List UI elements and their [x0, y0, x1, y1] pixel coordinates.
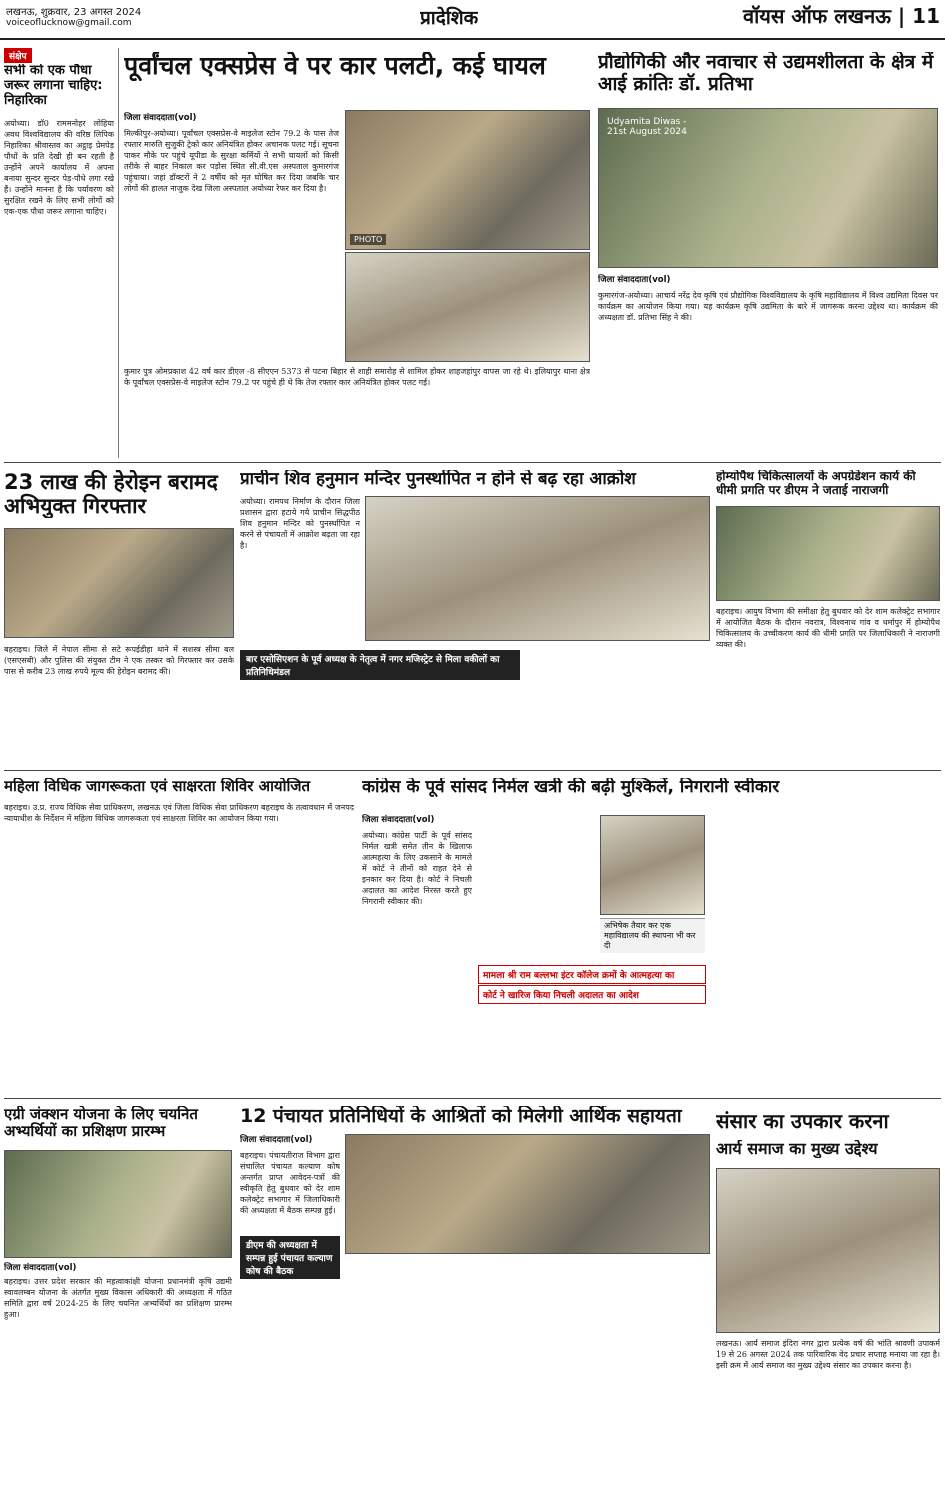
story7-body-2 [478, 1006, 938, 1092]
story8-body: बहराइच। उत्तर प्रदेश सरकार की महत्वाकांक्षी योजना प्रधानमंत्री कृषि उद्यमी स्वावलम्बन योजना के अंतर्गत मुख्य विकास अधिकारी की अध्यक्षता में गठित समिति द्वारा वर्ष 2024-25 के लिए चयनित अभ्यर्थियों का प्रशिक्षण प्रारम्भ हुआ। [4, 1277, 232, 1319]
story5-photo [716, 506, 940, 601]
sankshep-tag: संक्षेप [4, 48, 32, 63]
story1-headline: पूर्वांचल एक्सप्रेस वे पर कार पलटी, कई घायल [124, 52, 546, 80]
story7-byline: जिला संवाददाता(vol) [362, 815, 435, 825]
story4-headline: प्राचीन शिव हनुमान मन्दिर पुनर्स्थापित न होने से बढ़ रहा आक्रोश [240, 470, 636, 489]
story10-body: लखनऊ। आर्य समाज इंदिरा नगर द्वारा प्रत्येक वर्ष की भांति श्रावणी उपाकर्म 19 से 26 अगस्त 2024 तक पारिवारिक वेद प्रचार सप्ताह मनाया जा रहा है। इसी क्रम में आर्य समाज का मुख्य उद्देश्य संसार का उपकार करना है। [716, 1339, 940, 1370]
story2-body: कुमारगंज-अयोध्या। आचार्य नरेंद्र देव कृषि एवं प्रौद्योगिक विश्वविद्यालय के कृषि महाविद्यालय में विश्व उद्यमिता दिवस पर कार्यक्रम का आयोजन किया गया। यह कार्यक्रम कृषि उद्यमिता के बारे में जागरूक करना उद्देश्य था। कार्यक्रम की अध्यक्षता डॉ. प्रतिभा सिंह ने की। [598, 291, 938, 322]
column-divider [118, 48, 119, 458]
story4-subhead: बार एसोसिएशन के पूर्व अध्यक्ष के नेतृत्व में नगर मजिस्ट्रेट से मिला वकीलों का प्रतिनिधिमंडल [240, 650, 520, 680]
story10-headline2: आर्य समाज का मुख्य उद्देश्य [716, 1140, 878, 1158]
story8-photo [4, 1150, 232, 1258]
issue-date: लखनऊ, शुक्रवार, 23 अगस्त 2024 [6, 7, 142, 18]
story3-photo [4, 528, 234, 638]
story9-body: बहराइच। पंचायतीराज विभाग द्वारा संचालित पंचायत कल्याण कोष अन्तर्गत प्राप्त आवेदन-पत्रों की स्वीकृति हेतु बुधवार को देर शाम कलेक्ट्रेट सभागार में जिलाधिकारी की अध्यक्षता में बैठक सम्पन्न हुई। [240, 1151, 340, 1215]
story1-byline: जिला संवाददाता(vol) [124, 113, 197, 123]
story7-body: अयोध्या। कांग्रेस पार्टी के पूर्व सांसद निर्मल खत्री समेत तीन के खिलाफ आत्महत्या के लिए उकसाने के मामले में कोर्ट ने तीनों को राहत देने से इनकार कर दिया है। कोर्ट ने निचली अदालत का आदेश निरस्त करते हुए निगरानी स्वीकार की। [362, 831, 472, 906]
story10-headline1: संसार का उपकार करना [716, 1110, 889, 1133]
page-number: 11 [912, 4, 940, 28]
story7-box1: मामला श्री राम बल्लभा इंटर कॉलेज क्रमों के आत्महत्या का [478, 965, 706, 984]
section-title: प्रादेशिक [420, 7, 479, 29]
story7-caption: अभिषेक तैयार कर एक महाविद्यालय की स्थापना भी कर दी [600, 918, 705, 953]
story5-headline: होम्योपैथ चिकित्सालयों के अपग्रेडेशन कार्य की धीमी प्रगति पर डीएम ने जताई नाराजगी [716, 470, 916, 497]
story4-photo [365, 496, 710, 641]
newspaper-brand: वॉयस ऑफ लखनऊ | 11 [742, 4, 940, 28]
section-divider [4, 770, 941, 771]
story6-body: बहराइच। उ.प्र. राज्य विधिक सेवा प्राधिकरण, लखनऊ एवं जिला विधिक सेवा प्राधिकरण बहराइच के तत्वावधान में जनपद न्यायाधीश के निर्देशन में महिला विधिक जागरूकता एवं साक्षरता शिविर का आयोजन किया गया। [4, 803, 354, 823]
story9-headline: 12 पंचायत प्रतिनिधियों के आश्रितों को मिलेगी आर्थिक सहायता [240, 1106, 682, 1127]
story6-headline: महिला विधिक जागरूकता एवं साक्षरता शिविर आयोजित [4, 778, 311, 795]
event-banner: Udyamita Diwas - 21st August 2024 [607, 117, 687, 137]
story3-headline: 23 लाख की हेरोइन बरामद अभियुक्त गिरफ्तार [4, 470, 218, 519]
story1-caption: कुमार पुत्र ओमप्रकाश 42 वर्ष कार डीएल -8 सीएएन 5373 से पटना बिहार से शाही समारोह से शामिल होकर शाहजहांपुर वापस जा रहे थे। इलियापुर थाना क्षेत्र के पूर्वांचल एक्सप्रेस-वे माइलेज स्टोन 79.2 पर पहुंचे ही थे कि तेज रफ्तार कार अनियंत्रित होकर पलट गई। [124, 367, 590, 387]
story1-body: मिल्कीपुर-अयोध्या। पूर्वांचल एक्सप्रेस-वे माइलेज स्टोन 79.2 के पास तेज रफ्तार मारुति सुजुकी ट्रेको कार अनियंत्रित होकर अचानक पलट गई। सूचना पाकर मौके पर पहुंचे यूपीडा के सुरक्षा कर्मियों ने सभी घायलों को किसी तरीके से बाहर निकाल कर पड़ोस स्थित सी.वी.एस अस्पताल कुमारगंज पहुंचाया। जहां डॉक्टरों ने 2 वर्षीय को मृत घोषित कर दिया जबकि चार लोगों की हालत नाजुक देख जिला अस्पताल अयोध्या रेफर कर दिया है। [124, 129, 339, 193]
story10-photo [716, 1168, 940, 1333]
sankshep-headline: सभी को एक पौधा जरूर लगाना चाहिए: निहारिका [4, 64, 103, 108]
story8-headline: एग्री जंक्शन योजना के लिए चयनित अभ्यर्थियों का प्रशिक्षण प्रारम्भ [4, 1106, 198, 1141]
story9-byline: जिला संवाददाता(vol) [240, 1135, 313, 1145]
story7-box2: कोर्ट ने खारिज किया निचली अदालत का आदेश [478, 985, 706, 1004]
section-divider [4, 462, 941, 463]
story2-headline: प्रौद्योगिकी और नवाचार से उद्यमशीलता के क्षेत्र में आई क्रांतिः डॉ. प्रतिभा [598, 52, 934, 95]
story9-subhead: डीएम की अध्यक्षता में सम्पन्न हुई पंचायत कल्याण कोष की बैठक [240, 1236, 340, 1279]
story7-portrait [600, 815, 705, 915]
story2-photo [598, 108, 938, 268]
story8-byline: जिला संवाददाता(vol) [4, 1263, 77, 1273]
photo-label: PHOTO [350, 234, 386, 245]
story4-body: अयोध्या। रामपथ निर्माण के दौरान जिला प्रशासन द्वारा हटाये गये प्राचीन सिद्धपीठ शिव हनुमान मन्दिर को पुनर्स्थापित न करने से पंचायतों में आक्रोश बढ़ता जा रहा है। [240, 497, 360, 550]
story1-photo-2 [345, 252, 590, 362]
brand-name: वॉयस ऑफ लखनऊ [742, 4, 891, 28]
story5-body: बहराइच। आयुष विभाग की समीक्षा हेतु बुधवार को देर शाम कलेक्ट्रेट सभागार में आयोजित बैठक के दौरान नवरात्र, विश्वनाथ गांव व धर्मापुर में होम्योपैथ चिकित्सालय के उच्चीकरण कार्य की धीमी प्रगति पर जिलाधिकारी ने नाराजगी व्यक्त की। [716, 607, 940, 649]
email-link[interactable]: voiceoflucknow@gmail.com [6, 18, 132, 28]
story2-byline: जिला संवाददाता(vol) [598, 275, 671, 285]
section-divider [4, 1098, 941, 1099]
story4-body-2 [240, 688, 710, 764]
story3-body: बहराइच। जिले में नेपाल सीमा से सटे रूपईडीहा थाने में सशस्त्र सीमा बल (एसएसबी) और पुलिस की संयुक्त टीम ने एक तस्कर को गिरफ्तार कर उसके पास से करीब 23 लाख रुपये मूल्य की हेरोइन बरामद की। [4, 645, 234, 676]
story9-photo [345, 1134, 710, 1254]
sankshep-body: अयोध्या। डॉ0 राममनोहर लोहिया अवध विश्वविद्यालय की वरिष्ठ लिपिक निहारिका श्रीवास्तव का अट्ठाइ प्रेमपेड़ पौधों के प्रति देखी ही बन रहती है उन्होंने अपने कार्यालय में अपना बनाया सुन्दर सुन्दर पेड़-पौधे लगा रखे हैं। उन्होंने मानना है कि पर्यावरण को सुरक्षित रखने के लिए सभी लोगों को एक-एक पौधा जरूर लगाना चाहिए। [4, 119, 114, 216]
story7-headline: कांग्रेस के पूर्व सांसद निर्मल खत्री की बढ़ी मुश्किलें, निगरानी स्वीकार [362, 778, 780, 797]
story1-photo [345, 110, 590, 250]
